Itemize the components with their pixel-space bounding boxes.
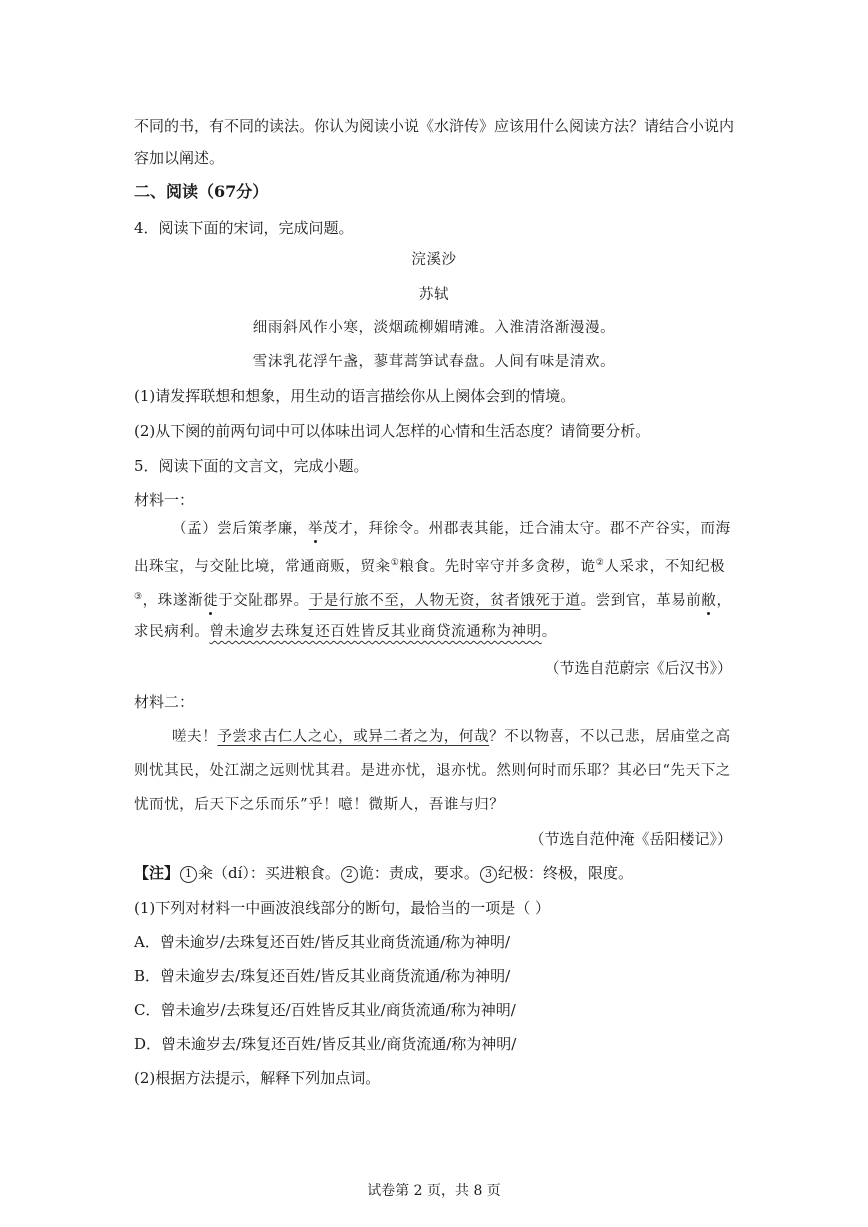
- dotted-word-ju: 举: [307, 521, 324, 537]
- poem-line-2: 雪沫乳花浮午盏，蓼茸蒿笋试春盘。人间有味是清欢。: [252, 354, 616, 370]
- underlined-sentence-1: 于是行旅不至，人物无资，贫者饿死于道: [308, 592, 581, 609]
- q5-sub1: (1)下列对材料一中画波浪线部分的断句，最恰当的一项是（ ）: [134, 899, 551, 917]
- material1-line-4: 求民病利。曾未逾岁去珠复还百姓皆反其业商贷流通称为神明。: [134, 624, 557, 640]
- q4-sub1: (1)请发挥联想和想象，用生动的语言描绘你从上阕体会到的情境。: [134, 387, 576, 405]
- note-3-marker: 3: [480, 866, 497, 883]
- q4-prompt: 4．阅读下面的宋词，完成问题。: [134, 219, 354, 237]
- material1-line-2: 出珠宝，与交阯比境，常通商贩，贸籴①粮食。先时宰守并多贪秽，诡②人采求，不知纪极: [134, 558, 726, 575]
- dotted-word-xi: 徙: [203, 592, 219, 609]
- note-1-marker: 1: [180, 866, 197, 883]
- option-c: C．曾未逾岁/去珠复还/百姓皆反其业/商货流通/称为神明/: [134, 1001, 516, 1019]
- material2-line-2: 则忧其民，处江湖之远则忧其君。是进亦忧，退亦忧。然则何时而乐耶？其必曰“先天下之: [134, 763, 731, 779]
- q5-sub2: (2)根据方法提示，解释下列加点词。: [134, 1069, 381, 1087]
- material1-line-1: （孟）尝后策孝廉，举茂才，拜徐令。州郡表其能，迁合浦太守。郡不产谷实，而海: [172, 521, 731, 537]
- annotation-note: 【注】 1 籴（dí）：买进粮食。 2 诡：责成，要求。 3 纪极：终极，限度。: [134, 864, 633, 882]
- dotted-word-bi: 敝: [701, 592, 717, 609]
- wavy-underlined-sentence: 曾未逾岁去珠复还百姓皆反其业商贷流通称为神明: [209, 624, 542, 640]
- section-title: 二、阅读（67分）: [134, 182, 269, 201]
- material1-line-3: ③，珠遂渐徙于交阯郡界。于是行旅不至，人物无资，贫者饿死于道。尝到官，革易前敝，: [134, 592, 732, 609]
- poem-author: 苏轼: [418, 287, 450, 303]
- material1-label: 材料一：: [134, 491, 195, 509]
- material2-line-3: 忧而忧，后天下之乐而乐”乎！噫！微斯人，吾谁与归？: [134, 797, 505, 813]
- option-b: B．曾未逾岁去/珠复还百姓/皆反其业商货流通/称为神明/: [134, 967, 511, 985]
- material1-source: （节选自范蔚宗《后汉书》）: [544, 659, 732, 677]
- underlined-sentence-2: 予尝求古仁人之心，或异二者之为，何哉: [217, 729, 490, 745]
- option-d: D．曾未逾岁去/珠复还百姓/皆反其业/商货流通/称为神明/: [134, 1035, 517, 1053]
- option-a: A．曾未逾岁/去珠复还百姓/皆反其业商货流通/称为神明/: [134, 933, 511, 951]
- intro-line-2: 容加以阐述。: [134, 149, 225, 167]
- note-2-marker: 2: [341, 866, 358, 883]
- q4-sub2: (2)从下阕的前两句词中可以体味出词人怎样的心情和生活态度？请简要分析。: [134, 422, 651, 440]
- poem-line-1: 细雨斜风作小寒，淡烟疏柳媚晴滩。入淮清洛渐漫漫。: [252, 320, 616, 336]
- material2-source: （节选自范仲淹《岳阳楼记》）: [529, 830, 732, 848]
- material2-line-1: 嗟夫！予尝求古仁人之心，或异二者之为，何哉？不以物喜，不以己悲，居庙堂之高: [172, 729, 731, 745]
- q5-prompt: 5．阅读下面的文言文，完成小题。: [134, 457, 369, 475]
- intro-line-1: 不同的书，有不同的读法。你认为阅读小说《水浒传》应该用什么阅读方法？请结合小说内: [134, 117, 735, 135]
- poem-title: 浣溪沙: [411, 252, 457, 268]
- page-footer: 试卷第 2 页，共 8 页: [367, 1183, 501, 1199]
- material2-label: 材料二：: [134, 693, 195, 711]
